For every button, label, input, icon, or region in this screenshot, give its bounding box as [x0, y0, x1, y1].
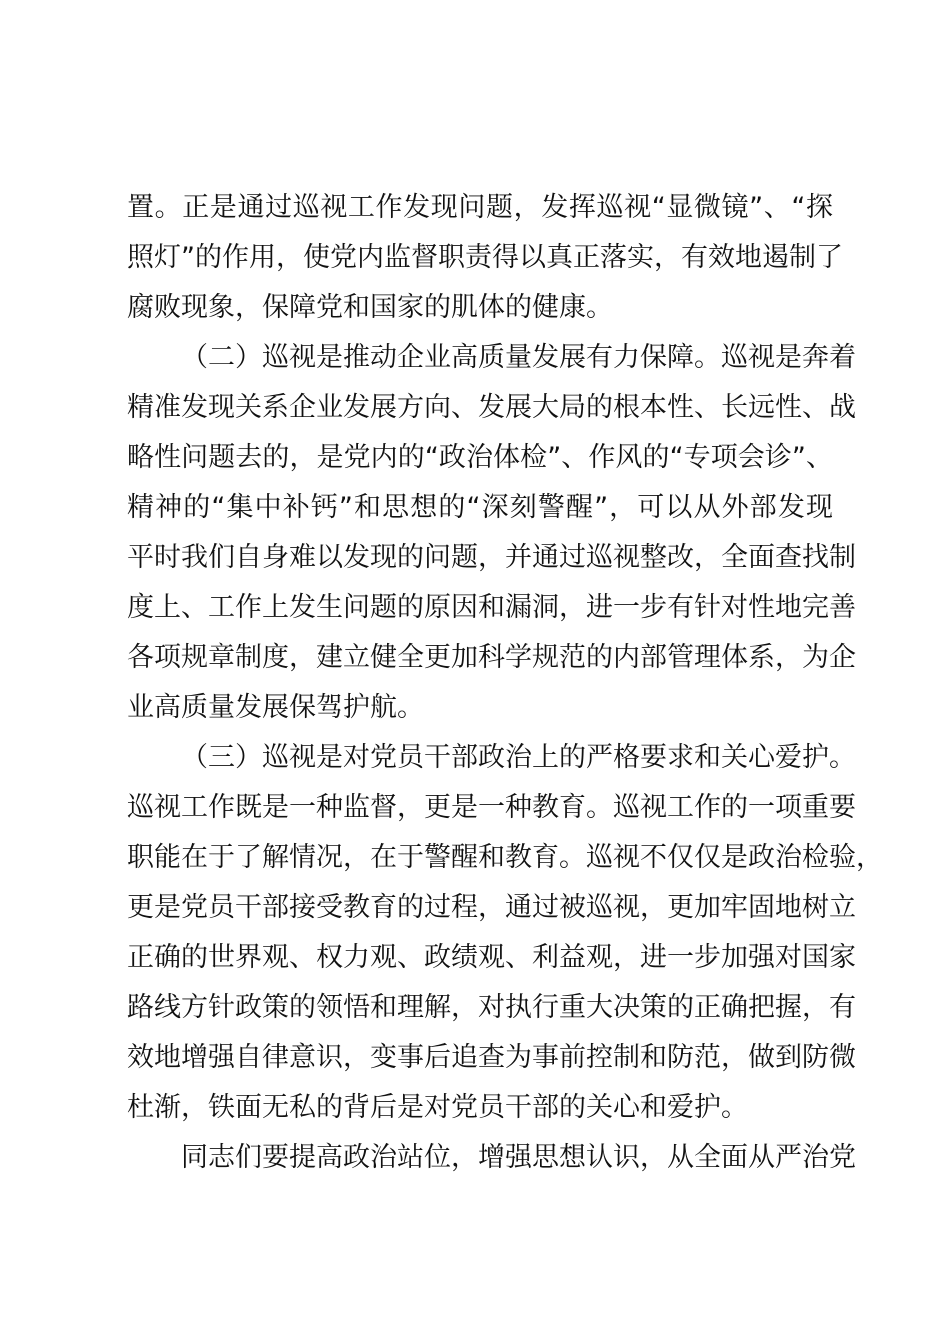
text-line: 度上、工作上发生问题的原因和漏洞，进一步有针对性地完善 [127, 592, 856, 623]
section-heading-line: （三）巡视是对党员干部政治上的严格要求和关心爱护。 [181, 742, 856, 773]
text-line: 巡视工作既是一种监督，更是一种教育。巡视工作的一项重要 [127, 792, 856, 823]
text-line: 精神的“集中补钙”和思想的“深刻警醒”，可以从外部发现 [127, 492, 833, 523]
text-line: 精准发现关系企业发展方向、发展大局的根本性、长远性、战 [127, 392, 856, 423]
text-line: 腐败现象，保障党和国家的肌体的健康。 [127, 292, 613, 323]
text-line: 效地增强自律意识，变事后追查为事前控制和防范，做到防微 [127, 1042, 856, 1073]
text-line: 各项规章制度，建立健全更加科学规范的内部管理体系，为企 [127, 642, 856, 673]
text-line: 更是党员干部接受教育的过程，通过被巡视，更加牢固地树立 [127, 892, 856, 923]
text-line: 略性问题去的，是党内的“政治体检”、作风的“专项会诊”、 [127, 442, 833, 473]
text-line: 路线方针政策的领悟和理解，对执行重大决策的正确把握，有 [127, 992, 856, 1023]
text-line: 置。正是通过巡视工作发现问题，发挥巡视“显微镜”、“探 [127, 192, 833, 223]
body-text [127, 183, 883, 1183]
text-line: 照灯”的作用，使党内监督职责得以真正落实，有效地遏制了 [127, 242, 843, 273]
text-line: 正确的世界观、权力观、政绩观、利益观，进一步加强对国家 [127, 942, 856, 973]
paragraph-start-line: 同志们要提高政治站位，增强思想认识，从全面从严治党 [181, 1142, 856, 1173]
section-heading-line: （二）巡视是推动企业高质量发展有力保障。巡视是奔着 [181, 342, 856, 373]
text-line: 职能在于了解情况，在于警醒和教育。巡视不仅仅是政治检验， [127, 842, 883, 873]
text-line: 业高质量发展保驾护航。 [127, 692, 424, 723]
text-line: 平时我们自身难以发现的问题，并通过巡视整改，全面查找制 [127, 542, 856, 573]
text-line: 杜渐，铁面无私的背后是对党员干部的关心和爱护。 [127, 1092, 748, 1123]
